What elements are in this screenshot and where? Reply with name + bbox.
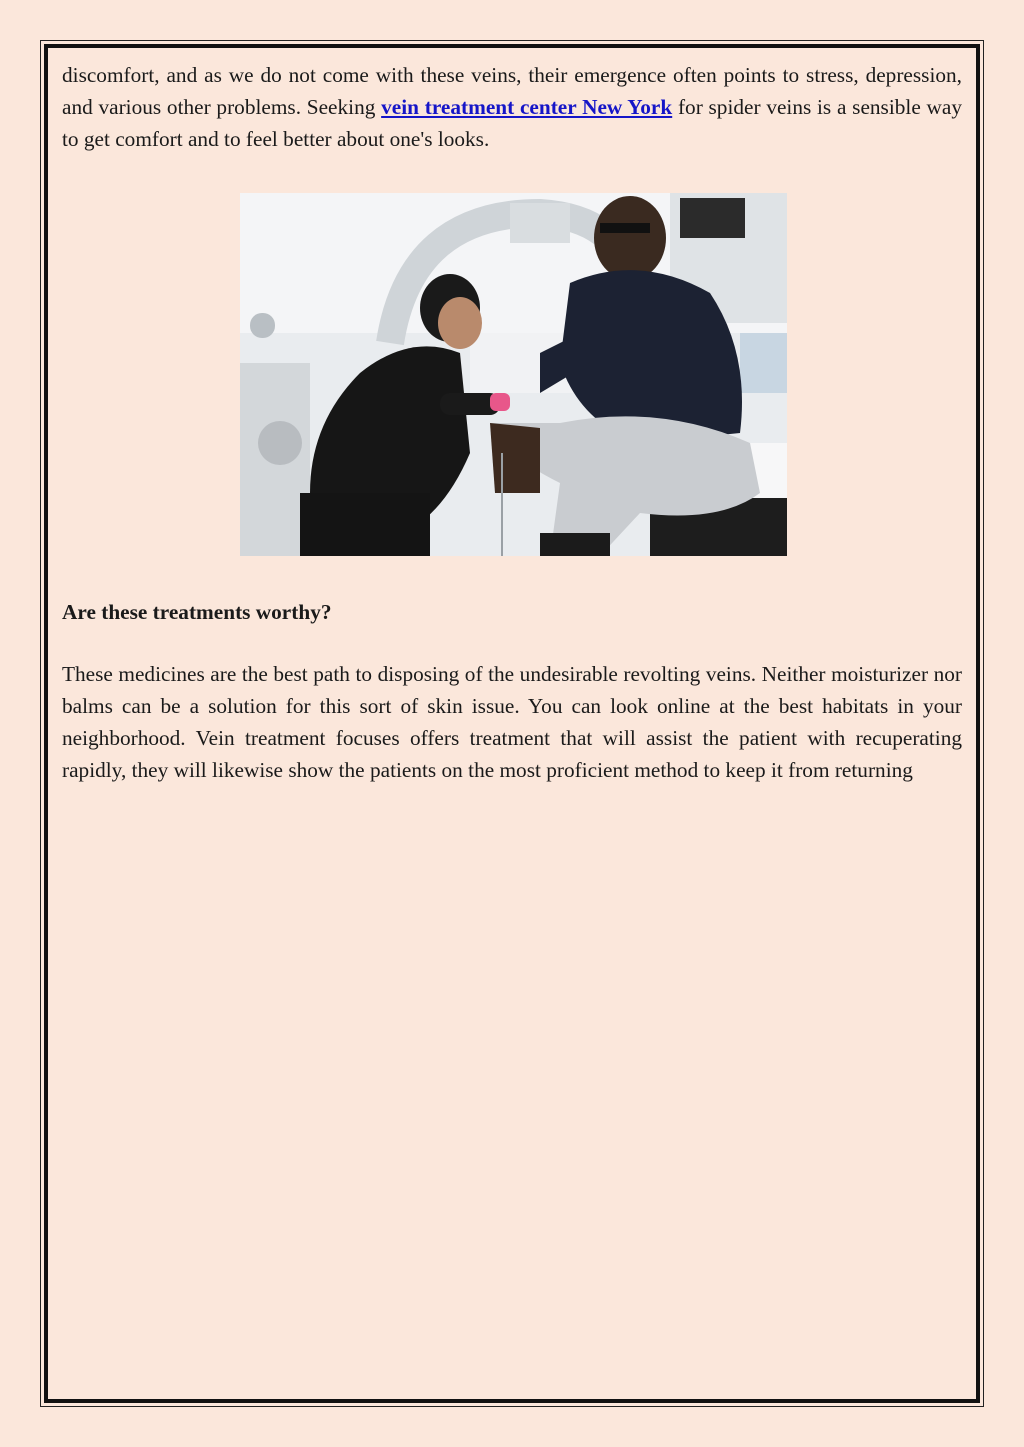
intro-text-before-link: discomfort, and as we do not come with these veins, their emergence often points to stress, depression, and various other problems. Seeking — [62, 63, 962, 119]
section-heading: Are these treatments worthy? — [62, 600, 332, 624]
intro-text-after-link: for spider veins is a sensible way to get comfort and to feel better about one's looks. — [62, 95, 962, 151]
photo-illustration — [240, 193, 787, 556]
intro-paragraph — [62, 59, 962, 155]
document-content — [62, 59, 962, 786]
vein-treatment-center-link[interactable]: vein treatment center New York — [381, 95, 673, 119]
vein-treatment-photo — [240, 193, 787, 556]
treatment-paragraph: These medicines are the best path to disposing of the undesirable revolting veins. Neither moisturizer nor balms can be a solution for this sort of skin issue. You can look online at the best habitats in your neighborhood. Vein treatment focuses offers treatment that will assist the patient with recuperating rapidly, they will likewise show the patients on the most proficient method to keep it from returning — [62, 662, 962, 782]
